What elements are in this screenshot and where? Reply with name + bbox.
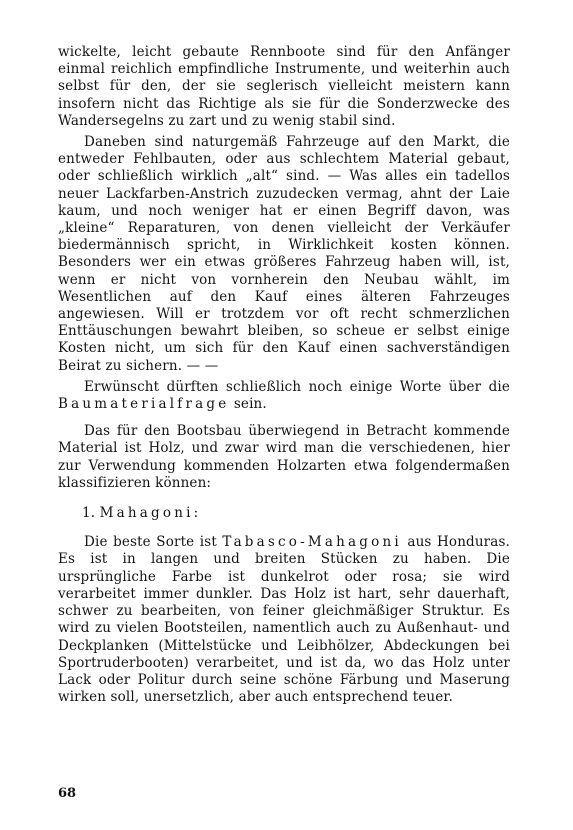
paragraph-material-question-text-before: Erwünscht dürften schließlich noch einige Worte über die	[84, 378, 510, 395]
section-heading-title: Mahagoni	[99, 505, 194, 522]
paragraph-wood-types: Das für den Bootsbau überwiegend in Betracht kommende Material ist Holz, und zwar wird man die verschiedenen, hier zur Verwendung kommenden Holzarten etwa folgendermaßen klassifizieren können:	[58, 423, 510, 491]
emphasized-term-tabasco-mahagoni: Tabasco-Mahagoni	[222, 534, 402, 551]
paragraph-used-boats: Daneben sind naturgemäß Fahrzeuge auf den Markt, die entweder Fehlbauten, oder aus schlechtem Material gebaut, oder schließlich wirklich „alt“ sind. — Was alles ein tadellos neuer Lackfarben-Anstrich zuzudecken vermag, ahnt der Laie kaum, und noch weniger hat er einen Begriff davon, was „kleine“ Reparaturen, von denen vielleicht der Verkäufer biedermännisch spricht, in Wirklichkeit kosten können. Besonders wer ein etwas größeres Fahrzeug haben will, ist, wenn er nicht von vornherein den Neubau wählt, im Wesentlichen auf den Kauf eines älteren Fahrzeuges angewiesen. Will er trotzdem vor oft recht schmerzlichen Enttäuschungen bewahrt bleiben, so scheue er selbst einige Kosten nicht, um sich für den Kauf einen sachverständigen Beirat zu sichern. — —	[58, 134, 510, 374]
paragraph-racing-boats: wickelte, leicht gebaute Rennboote sind für den Anfänger einmal reichlich empfindliche Instrumente, und weiterhin auch selbst für den, der sie seglerisch vielleicht meistern kann insofern nicht das Richtige als sie für die Sonderzwecke des Wandersegelns zu zart und zu wenig stabil sind.	[58, 44, 510, 129]
paragraph-material-question-text-after: sein.	[229, 396, 267, 413]
section-heading-mahagoni	[58, 505, 510, 522]
paragraph-tabasco-text-after: aus Honduras. Es ist in langen und breiten Stücken zu haben. Die ursprüngliche Farbe ist dunkelrot oder rosa; sie wird verarbeitet immer dunkler. Das Holz ist hart, sehr dauerhaft, schwer zu bearbeiten, von feiner gleichmäßiger Struktur. Es wird zu vielen Bootsteilen, namentlich auch zu Außenhaut- und Deckplanken (Mittelstücke und Leibhölzer, Abdeckungen bei Sportruderbooten) verarbeitet, und ist da, wo das Holz unter Lack oder Politur durch seine schöne Färbung und Maserung wirken soll, unersetzlich, aber auch entsprechend teuer.	[58, 534, 511, 706]
section-heading-colon: :	[193, 505, 199, 522]
paragraph-tabasco-text-before: Die beste Sorte ist	[84, 534, 223, 551]
paragraph-material-question	[58, 379, 510, 413]
page-number: 68	[58, 786, 77, 801]
book-page	[58, 44, 510, 706]
paragraph-tabasco-mahagoni	[58, 534, 510, 706]
section-heading-number: 1.	[82, 505, 100, 522]
emphasized-term-baumaterialfrage: Baumaterialfrage	[58, 396, 230, 413]
